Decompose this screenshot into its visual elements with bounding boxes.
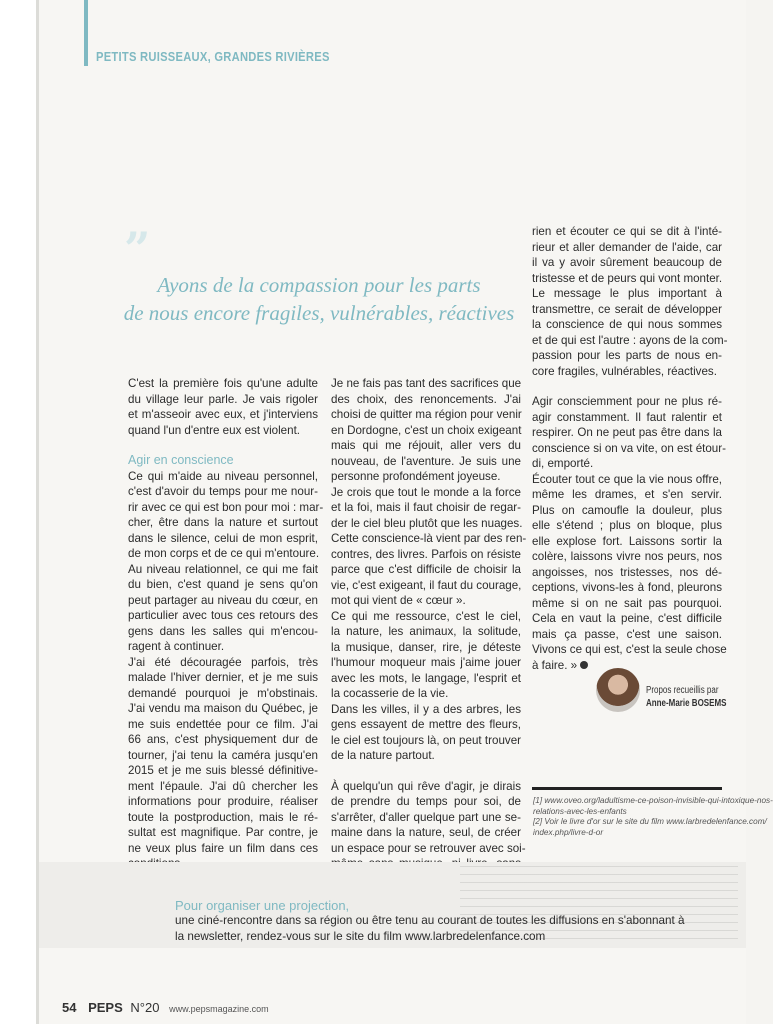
text-line: der le ciel bleu plutôt que les nuages. [331,516,523,530]
text-line: vie, c'est exigeant, il faut du courage, [331,578,522,592]
author-name: Anne-Marie BOSEMS [646,698,727,709]
text-line: Écouter tout ce que la vie nous offre, [532,472,722,486]
footnote-line: relations-avec-les-enfants [533,806,627,816]
body-paragraphs [532,394,727,673]
text-line: ceptions, vivons-les à fond, pleurons [532,581,722,594]
footnotes [533,796,773,838]
text-line: de la nature partout. [331,749,435,762]
text-line: le ciel est toujours là, on peut trouver [331,733,521,747]
text-line: même si on ne sait pas pourquoi. [532,596,722,610]
text-line: cher, être dans la nature et surtout [128,516,318,529]
page-number: 54 [62,1000,77,1015]
text-line: À quelqu'un qui rêve d'agir, je dirais [331,779,521,793]
text-line: du bien, c'est quand je sens qu'on [128,578,318,591]
text-line: di, emporté. [532,457,594,470]
section-heading: Agir en conscience [128,453,234,467]
text-line: ne veux plus faire un film dans ces [128,841,318,855]
article-column-2 [331,376,527,872]
text-line: des choix, des renoncements. J'ai [331,392,521,406]
quote-mark-icon: ” [124,222,151,276]
text-line: maine dans la nature, seul, de créer [331,826,521,839]
author-credits [646,684,726,710]
text-line: Le message le plus important à [532,287,722,300]
text-line: la cocasserie de la vie. [331,687,449,700]
text-line: nouveau, de l'aventure. Je suis une [331,454,521,468]
credits-author [646,697,726,710]
text-line: Cela en vaut la peine, c'est difficile [532,612,722,625]
text-line: toute la postproduction, mais le ré- [128,810,318,824]
text-line: personne profondément joyeuse. [331,470,501,483]
text-line: agir constamment. Il faut ralentir et [532,410,722,424]
text-line: Je crois que tout le monde a la force [331,485,521,499]
text-line: angoisses, nos tristesses, nos dé- [532,565,722,579]
text-line: gens essayent de mettre des fleurs, [331,718,521,731]
text-line: rien et écouter ce qui se dit à l'inté- [532,225,722,238]
text-line: ragent à continuer. [128,640,225,653]
text-line: dans le silence, celui de mon esprit, [128,531,318,545]
text-line: respirer. On ne peut pas être dans la [532,426,722,439]
page-left-edge [0,0,38,1024]
text-line: quand l'un d'entre eux est violent. [128,423,301,437]
text-line: mot qui vient de « cœur ». [331,594,466,607]
text-line: ment l'épaule. J'ai dû chercher les [128,779,318,793]
text-line: mais ça passe, c'est une saison. [532,627,722,641]
info-box-line: une ciné-rencontre dans sa région ou être tenu au courant de toutes les diffusions en s'abonnant à [175,914,685,927]
issue-number: N°20 [130,1000,160,1015]
magazine-website: www.pepsmagazine.com [169,1004,269,1014]
text-line: gens dans les salles qui m'encou- [128,624,318,638]
text-line: malade l'hiver dernier, et je me suis [128,671,318,684]
body-paragraphs [331,376,527,764]
text-line: elle s'étend ; plus on bloque, plus [532,519,722,532]
text-line: de mon corps et de ce qui m'entoure. [128,547,320,560]
footnote-line: index.php/livre-d-or [533,827,604,837]
text-line: colère, laissons vivre nos peurs, nos [532,550,722,563]
footnote-line: [2] Voir le livre d'or sur le site du film www.larbredelenfance.com/ [533,817,767,826]
pull-quote-line: Ayons de la compassion pour les parts [157,273,481,297]
text-line: la conscience de qui nous sommes [532,318,722,331]
info-box-title: Pour organiser une projection, [175,898,350,913]
magazine-name: PEPS [88,1000,123,1015]
text-line: et m'asseoir avec eux, et j'interviens [128,408,318,421]
text-line: contres, des livres. Parfois on résiste [331,547,521,561]
text-line: du village leur parle. Je vais rigoler [128,392,318,406]
end-of-article-icon [580,661,588,669]
text-line: sultat est magnifique. Par contre, je [128,826,318,839]
page-folio [62,1000,269,1015]
text-line: la nature, les animaux, la solitude, [331,625,521,638]
text-line: J'ai vendu ma maison du Québec, je [128,702,318,715]
text-line: de prendre du temps pour soi, de [331,795,521,808]
text-line: particulier avec tous ces retours des [128,609,318,622]
text-line: rir avec ce qui est bon pour moi : mar- [128,500,324,514]
text-line: conscience si on va vite, on est étour- [532,441,726,455]
text-line: même les drames, et s'en servir. [532,488,722,501]
text-line: et la foi, mais il faut choisir de regar- [331,501,521,514]
footnote-line: [1] www.oveo.org/ladultisme-ce-poison-invisible-qui-intoxique-nos- [533,796,773,805]
text-line: me suis endettée pour ce film. J'ai [128,717,318,731]
text-line: un espace pour se retrouver avec soi- [331,841,526,855]
intro-paragraph [128,376,318,438]
text-line: Ce qui me ressource, c'est le ciel, [331,609,521,623]
text-line: 66 ans, c'est physiquement dur de [128,733,318,746]
text-line: peut partager au niveau du cœur, en [128,593,318,607]
text-line: et de qui est l'autre : ayons de la com- [532,333,728,347]
text-line: Vivons ce qui est, c'est la seule chose [532,643,727,656]
text-line: s'arrêter, d'aller quelque part une se- [331,810,521,824]
text-line: elle explose fort. Laissons sortir la [532,534,722,548]
text-line: parce que c'est difficile de choisir la [331,563,521,576]
section-rubric: PETITS RUISSEAUX, GRANDES RIVIÈRES [96,49,330,64]
text-line: passion pour les parts de nous en- [532,349,722,362]
text-line: informations pour produire, réaliser [128,795,318,808]
text-line: Dans les villes, il y a des arbres, les [331,702,521,716]
text-line: core fragiles, vulnérables, réactives. [532,364,717,378]
text-line: il va y avoir sûrement beaucoup de [532,256,722,269]
text-line: Ce qui m'aide au niveau personnel, [128,469,318,483]
info-box-line: la newsletter, rendez-vous sur le site du film www.larbredelenfance.com [175,929,546,943]
rubric-accent-bar [84,0,88,66]
pull-quote [120,271,518,327]
text-line: tourner, j'ai tenu la caméra jusqu'en [128,748,318,762]
text-line: demandé pourquoi je m'obstinais. [128,686,318,700]
pull-quote-line: de nous encore fragiles, vulnérables, réactives [123,301,515,325]
body-paragraphs [532,224,728,379]
body-paragraphs [128,469,324,872]
text-line: l'humour moqueur mais j'aime jouer [331,656,521,669]
text-line: Au niveau relationnel, ce qui me fait [128,562,318,576]
text-line: en Dordogne, c'est un choix exigeant [331,423,522,437]
text-fragment: à faire. » [532,658,578,672]
text-line: avec les mots, le langage, l'esprit et [331,671,521,685]
text-line: Agir consciemment pour ne plus ré- [532,395,722,408]
text-line: rieur et aller demander de l'aide, car [532,240,722,254]
text-line: Plus on camoufle la douleur, plus [532,503,722,517]
text-line: tristesse et de peurs qui vont monter. [532,271,723,285]
text-line: Je ne fais pas tant des sacrifices que [331,377,522,390]
text-line: C'est la première fois qu'une adulte [128,377,318,390]
text-line: Cette conscience-là vient par des ren- [331,532,527,545]
credits-label: Propos recueillis par [646,685,719,696]
article-column-3 [532,224,728,673]
author-photo [596,668,640,712]
text-line: 2015 et je me suis blessé définitive- [128,764,318,777]
text-line: la musique, danser, rire, je déteste [331,640,521,654]
body-paragraphs [331,779,526,872]
text-line: choisi de quitter ma région pour venir [331,408,522,421]
text-line: mais qui me réjouit, aller vers du [331,439,521,452]
footnote-rule [532,787,722,790]
info-box-text [175,913,684,944]
text-line: J'ai été découragée parfois, très [128,655,318,669]
text-line: c'est d'avoir du temps pour me nour- [128,485,318,498]
text-line: transmettre, ce serait de développer [532,302,722,316]
article-column-1 [128,376,324,872]
